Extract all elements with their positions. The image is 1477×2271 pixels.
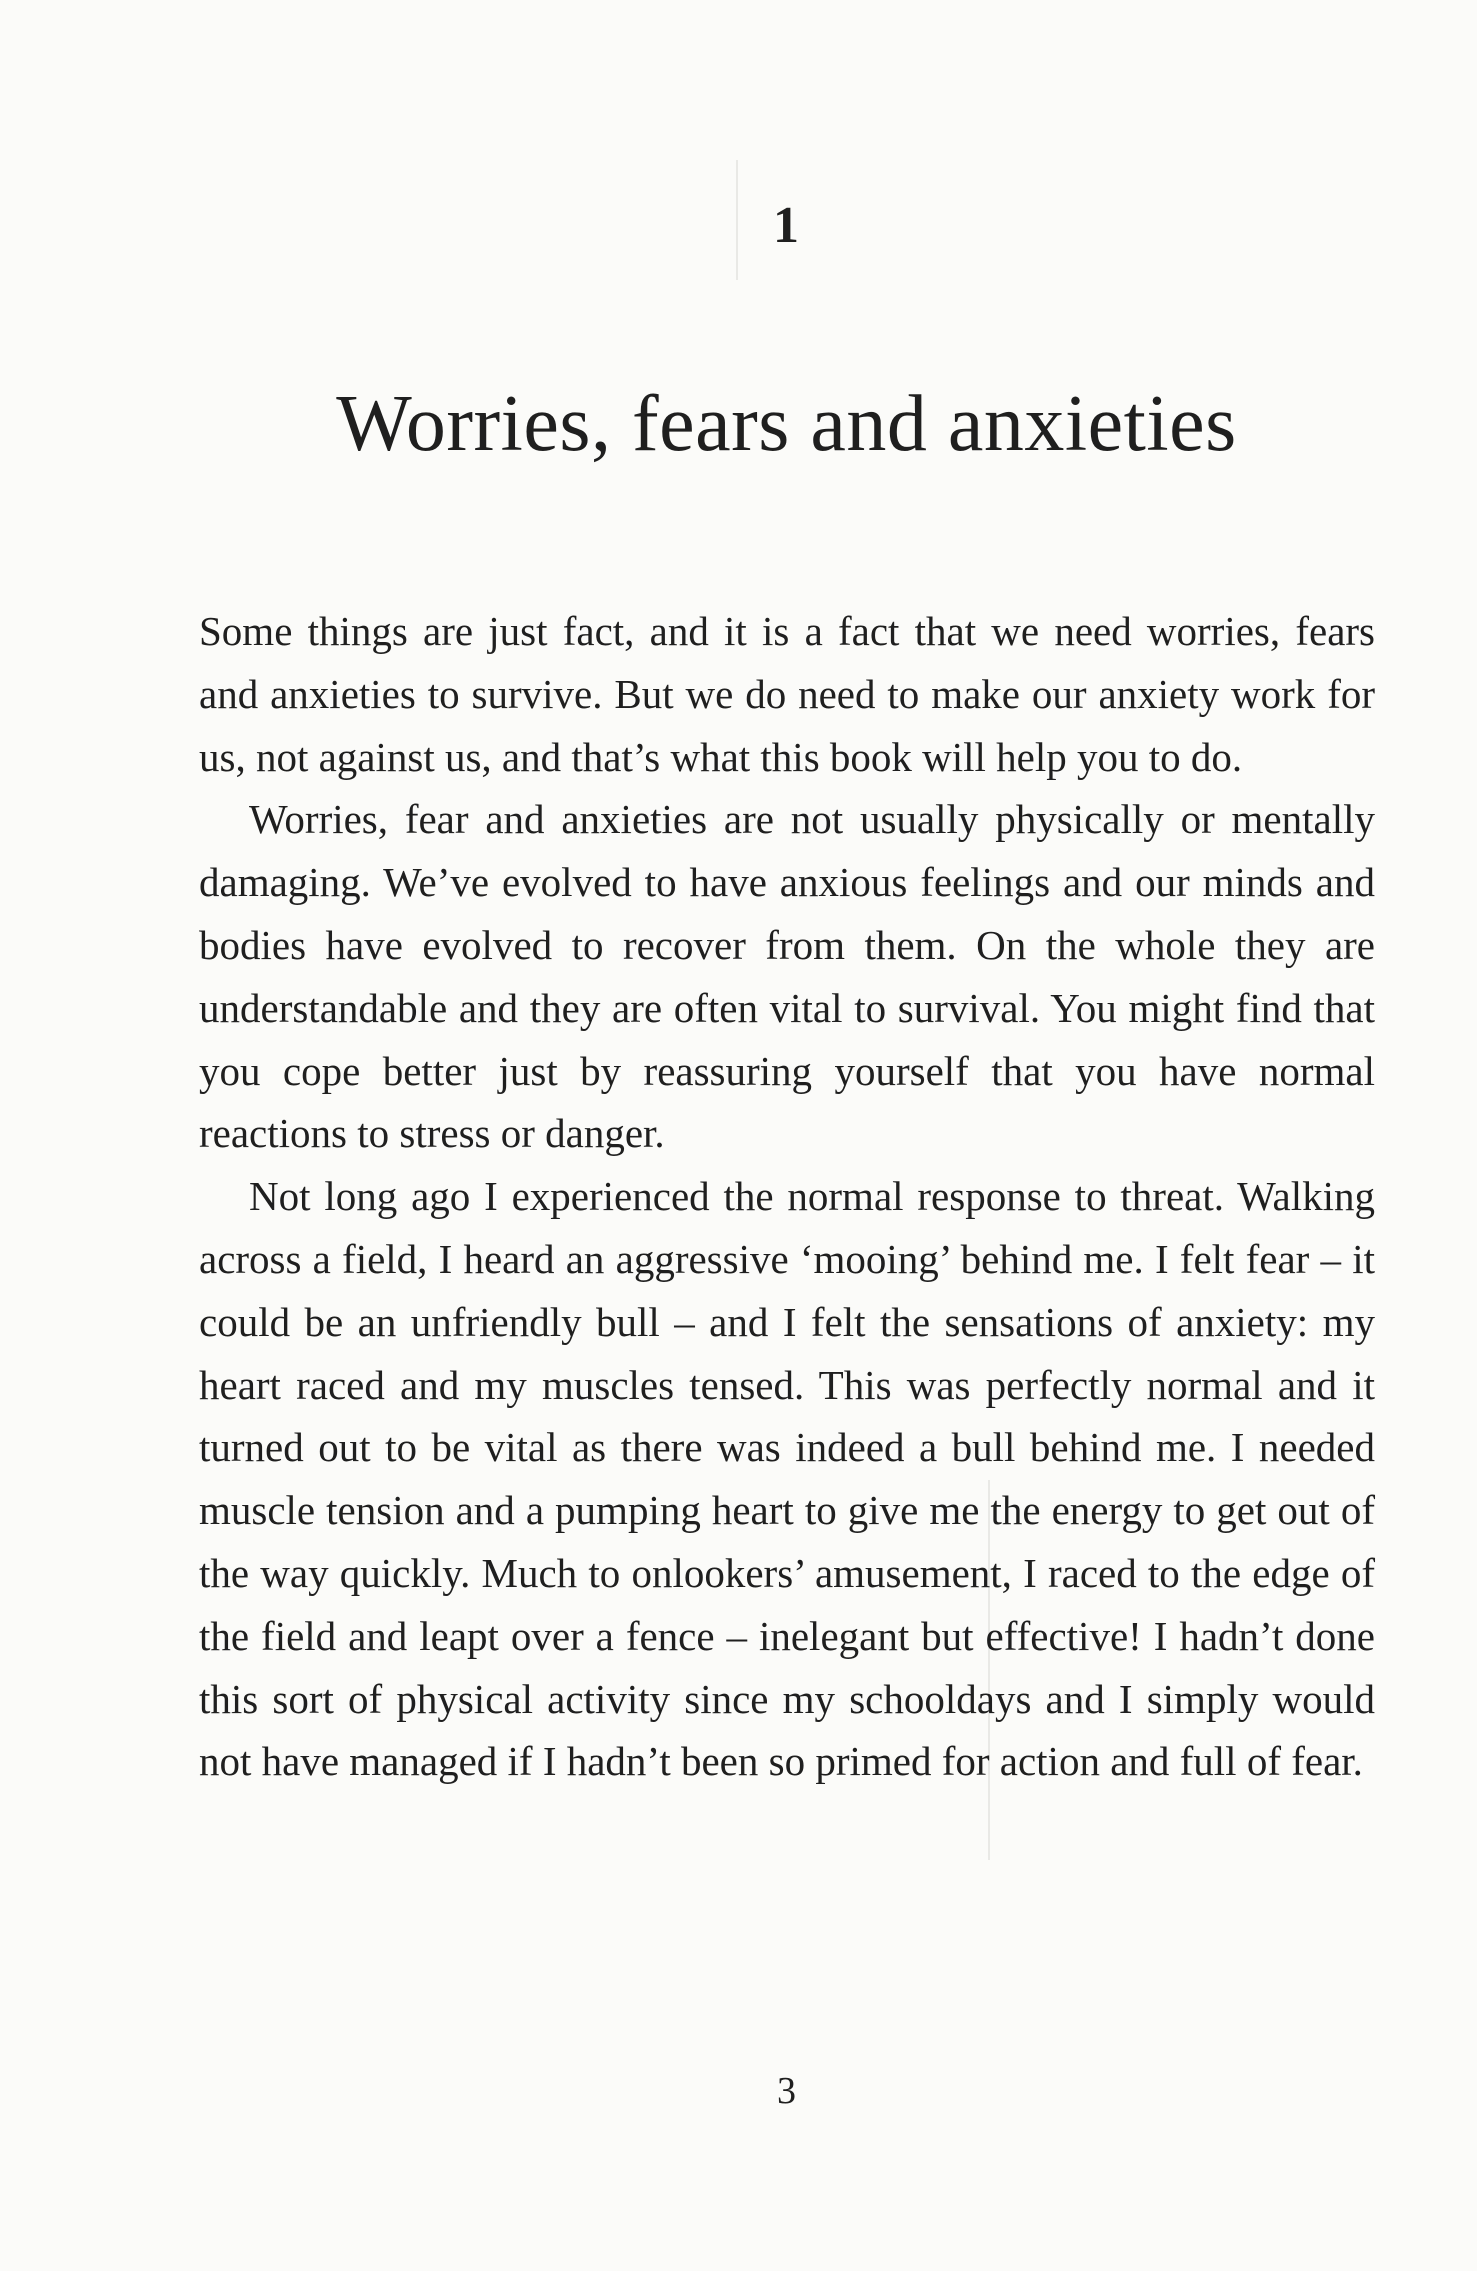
paragraph: Not long ago I experienced the normal response to threat. Walking across a field, I heard an aggressive ‘mooing’ behind me. I felt fear – it could be an unfriendly bull – and I felt the sensations of anxiety: my heart raced and my muscles tensed. This was perfectly normal and it turned out to be vital as there was indeed a bull behind me. I needed muscle tension and a pumping heart to give me the energy to get out of the way quickly. Much to onlookers’ amusement, I raced to the edge of the field and leapt over a fence – inelegant but effective! I hadn’t done this sort of physical activity since my schooldays and I simply would not have managed if I hadn’t been so primed for action and full of fear. <box>199 1173 1375 1785</box>
page-number: 3 <box>777 2070 796 2112</box>
paragraph: Worries, fear and anxieties are not usually physically or mentally damaging. We’ve evolved to have anxious feelings and our minds and bodies have evolved to recover from them. On the whole they are understandable and they are often vital to survival. You might find that you cope better just by reassuring yourself that you have normal reactions to stress or danger. <box>199 796 1375 1157</box>
chapter-title: Worries, fears and anxieties <box>336 380 1237 468</box>
chapter-number: 1 <box>773 197 800 254</box>
paragraph: Some things are just fact, and it is a fact that we need worries, fears and anxieties to survive. But we do need to make our anxiety work for us, not against us, and that’s what this book will help you to do. <box>199 608 1375 780</box>
chapter-body <box>199 600 1375 1793</box>
